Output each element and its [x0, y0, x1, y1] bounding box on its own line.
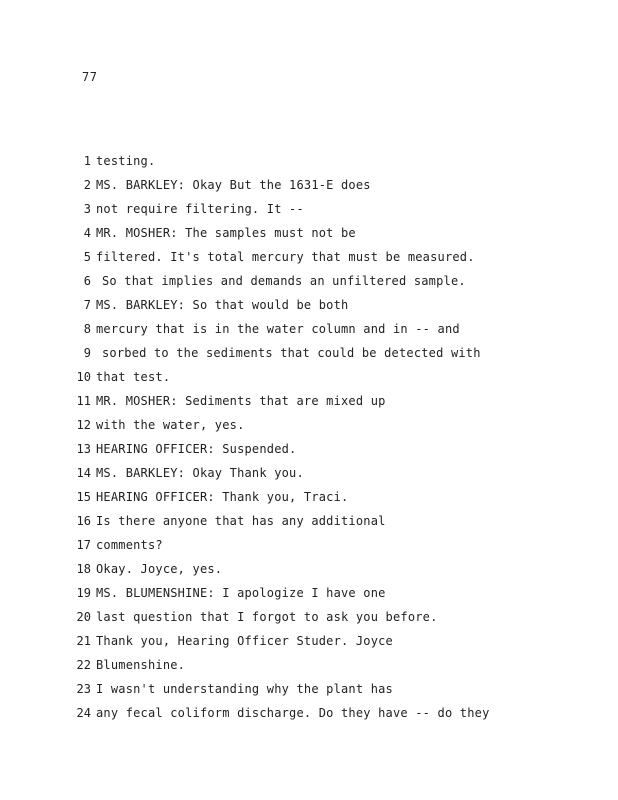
line-number: 13	[76, 442, 91, 456]
line-number: 24	[76, 706, 91, 720]
line-number: 14	[76, 466, 91, 480]
line-number: 12	[76, 418, 91, 432]
transcript-line	[0, 488, 618, 512]
line-text: HEARING OFFICER: Thank you, Traci.	[96, 490, 349, 504]
line-text: Blumenshine.	[96, 658, 186, 672]
transcript-line	[0, 560, 618, 584]
transcript-line	[0, 176, 618, 200]
line-text: testing.	[96, 154, 156, 168]
transcript-line	[0, 416, 618, 440]
line-text: Thank you, Hearing Officer Studer. Joyce	[96, 634, 393, 648]
page-number: 77	[82, 70, 98, 84]
transcript-line	[0, 368, 618, 392]
transcript-line	[0, 392, 618, 416]
line-number: 4	[83, 226, 91, 240]
line-text: sorbed to the sediments that could be detected with	[102, 346, 481, 360]
transcript-line	[0, 464, 618, 488]
transcript-line	[0, 320, 618, 344]
line-text: MS. BLUMENSHINE: I apologize I have one	[96, 586, 386, 600]
line-number: 6	[83, 274, 91, 288]
line-number: 17	[76, 538, 91, 552]
line-number: 15	[76, 490, 91, 504]
line-text: Okay. Joyce, yes.	[96, 562, 223, 576]
transcript-line	[0, 584, 618, 608]
line-text: that test.	[96, 370, 171, 384]
line-text: last question that I forgot to ask you before.	[96, 610, 438, 624]
transcript-line	[0, 608, 618, 632]
line-number: 16	[76, 514, 91, 528]
line-text: not require filtering. It --	[96, 202, 304, 216]
line-number: 21	[76, 634, 91, 648]
line-text: comments?	[96, 538, 163, 552]
line-text: Is there anyone that has any additional	[96, 514, 386, 528]
line-text: MR. MOSHER: Sediments that are mixed up	[96, 394, 386, 408]
line-text: filtered. It's total mercury that must be measured.	[96, 250, 475, 264]
line-text: mercury that is in the water column and in -- and	[96, 322, 460, 336]
line-text: I wasn't understanding why the plant has	[96, 682, 393, 696]
line-number: 18	[76, 562, 91, 576]
line-number: 23	[76, 682, 91, 696]
line-number: 20	[76, 610, 91, 624]
line-number: 22	[76, 658, 91, 672]
transcript-line	[0, 536, 618, 560]
line-number: 2	[83, 178, 91, 192]
line-text: MS. BARKLEY: So that would be both	[96, 298, 349, 312]
transcript-line	[0, 632, 618, 656]
line-text: MS. BARKLEY: Okay But the 1631-E does	[96, 178, 371, 192]
line-number: 5	[83, 250, 91, 264]
line-number: 19	[76, 586, 91, 600]
line-number: 11	[76, 394, 91, 408]
transcript-line	[0, 248, 618, 272]
transcript-line	[0, 296, 618, 320]
line-text: any fecal coliform discharge. Do they have -- do they	[96, 706, 490, 720]
line-text: MS. BARKLEY: Okay Thank you.	[96, 466, 304, 480]
line-number: 3	[83, 202, 91, 216]
transcript-line	[0, 704, 618, 728]
transcript-line	[0, 680, 618, 704]
line-number: 8	[83, 322, 91, 336]
transcript-line	[0, 200, 618, 224]
line-text: MR. MOSHER: The samples must not be	[96, 226, 356, 240]
transcript-line	[0, 152, 618, 176]
transcript-line	[0, 656, 618, 680]
transcript-lines	[0, 152, 618, 728]
transcript-line	[0, 512, 618, 536]
transcript-line	[0, 440, 618, 464]
line-number: 1	[83, 154, 91, 168]
line-number: 7	[83, 298, 91, 312]
line-text: So that implies and demands an unfiltered sample.	[102, 274, 466, 288]
transcript-line	[0, 272, 618, 296]
line-number: 10	[76, 370, 91, 384]
line-text: with the water, yes.	[96, 418, 245, 432]
line-number: 9	[83, 346, 91, 360]
line-text: HEARING OFFICER: Suspended.	[96, 442, 297, 456]
transcript-line	[0, 224, 618, 248]
transcript-line	[0, 344, 618, 368]
